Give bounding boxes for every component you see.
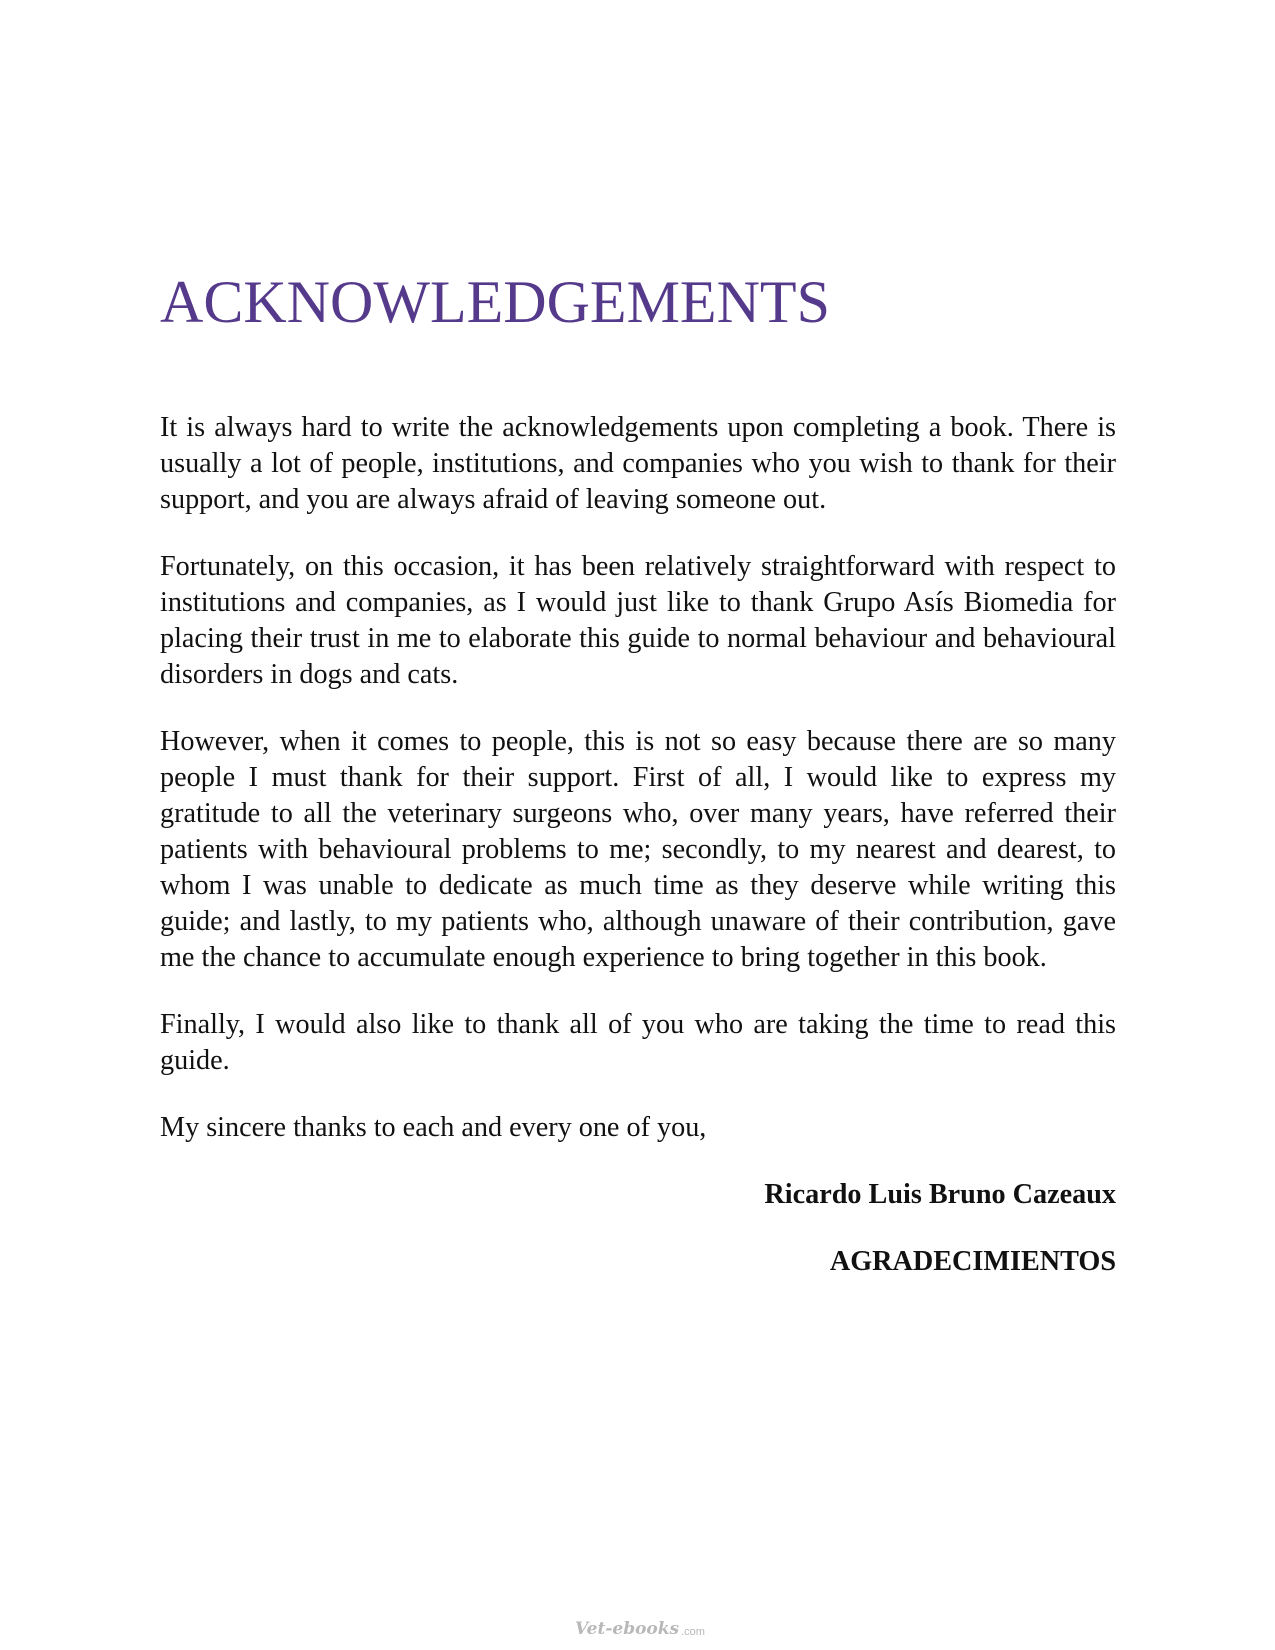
author-signature: Ricardo Luis Bruno Cazeaux bbox=[764, 1179, 1116, 1210]
watermark-domain: .com bbox=[681, 1625, 705, 1638]
acknowledgements-body bbox=[160, 410, 1116, 1311]
watermark-brand: Vet-ebooks bbox=[575, 1619, 680, 1639]
paragraph-3: However, when it comes to people, this is not so easy because there are so many people I must thank for their support. First of all, I would like to express my gratitude to all the veterinary surgeons who, over many years, have referred their patients with behavioural problems to me; secondly, to my nearest and dearest, to whom I was unable to dedicate as much time as they deserve while writing this guide; and lastly, to my patients who, although unaware of their contribution, gave me the chance to accumulate enough experience to bring together in this book. bbox=[160, 726, 1116, 973]
page-title: ACKNOWLEDGEMENTS bbox=[160, 269, 830, 335]
paragraph-2: Fortunately, on this occasion, it has been relatively straightforward with respect to institutions and companies, as I would just like to thank Grupo Asís Biomedia for placing their trust in me to elaborate this guide to normal behaviour and behavioural disorders in dogs and cats. bbox=[160, 551, 1116, 690]
watermark-logo bbox=[575, 1616, 705, 1642]
original-title: AGRADECIMIENTOS bbox=[829, 1246, 1116, 1277]
paragraph-5: My sincere thanks to each and every one of you, bbox=[160, 1112, 707, 1143]
paragraph-1: It is always hard to write the acknowledgements upon completing a book. There is usually a lot of people, institutions, and companies who you wish to thank for their support, and you are always afraid of leaving someone out. bbox=[160, 412, 1116, 515]
paragraph-4: Finally, I would also like to thank all of you who are taking the time to read this guide. bbox=[160, 1009, 1116, 1076]
